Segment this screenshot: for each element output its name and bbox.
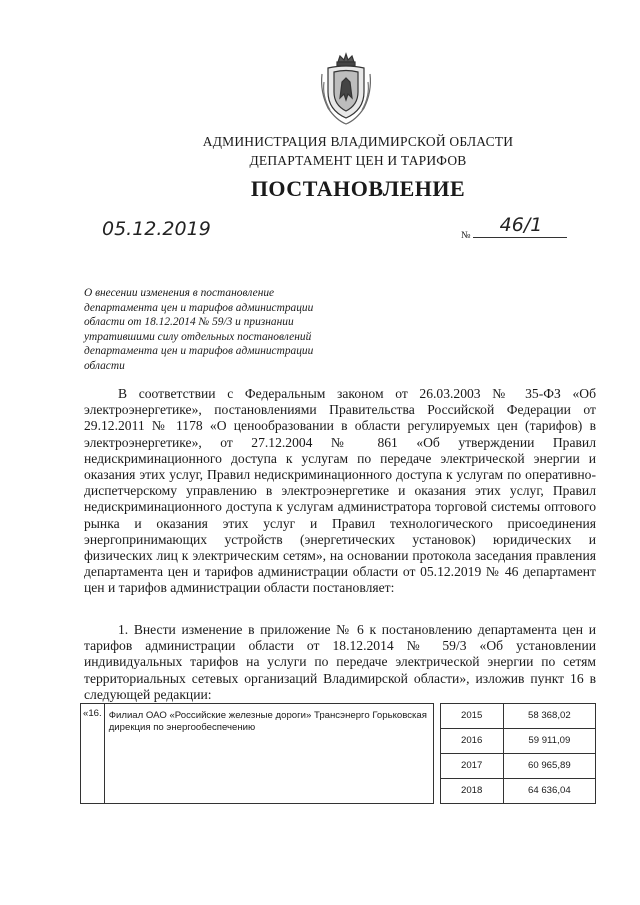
column-gap — [433, 704, 440, 804]
department-name: ДЕПАРТАМЕНТ ЦЕН И ТАРИФОВ — [249, 153, 467, 168]
document-date: 05.12.2019 — [102, 218, 211, 240]
document-title: ПОСТАНОВЛЕНИЕ — [250, 176, 466, 201]
preamble-text: В соответствии с Федеральным законом от 26.03.2003 № 35-ФЗ «Об электроэнергетике», постановлениями Правительства Российской Федерации от 29.12.2011 № 1178 «О ценообразовании в области регулируемых цен (тарифов) в электроэнергетике», от 27.12.2004 № 861 «Об утверждении Правил недискриминационного доступа к услугам по передаче электрической энергии и оказания этих услуг, Правил недискриминационного доступа к услугам по оперативно-диспетчерскому управлению в электроэнергетике и оказания этих услуг, Правил недискриминационного доступа к услугам администратора торговой системы оптового рынка и оказания этих услуг и Правил технологического присоединения энергопринимающих устройств (энергетических установок) юридических и физических лиц к электрическим сетям», на основании протокола заседания правления департамента цен и тарифов администрации области от 05.12.2019 № 46 департамент цен и тарифов администрации области постановляет: — [84, 386, 596, 596]
document-subject: О внесении изменения в постановление департамента цен и тарифов администрации области от 18.12.2014 № 59/3 и признании утратившими силу отдельных постановлений департамента цен и тарифов администрации области — [84, 287, 314, 372]
coat-of-arms-icon — [318, 52, 374, 128]
value-cell: 60 965,89 — [503, 754, 595, 779]
table-row — [81, 704, 596, 729]
number-underline — [473, 237, 567, 238]
number-sign: № — [461, 230, 471, 241]
value-cell: 59 911,09 — [503, 729, 595, 754]
organization-name: Филиал ОАО «Российские железные дороги» Трансэнерго Горьковская дирекция по энергообеспечению — [104, 704, 433, 804]
row-number: «16. — [81, 704, 105, 804]
document-number: 46/1 — [499, 214, 543, 236]
org-name: АДМИНИСТРАЦИЯ ВЛАДИМИРСКОЙ ОБЛАСТИ — [202, 134, 514, 149]
year-cell: 2015 — [440, 704, 503, 729]
tariff-table — [80, 703, 596, 804]
year-cell: 2016 — [440, 729, 503, 754]
year-cell: 2017 — [440, 754, 503, 779]
value-cell: 64 636,04 — [503, 779, 595, 804]
value-cell: 58 368,02 — [503, 704, 595, 729]
clause-paragraph — [84, 622, 596, 703]
preamble-paragraph — [84, 386, 596, 597]
clause-text: 1. Внести изменение в приложение № 6 к постановлению департамента цен и тарифов администрации области от 18.12.2014 № 59/3 «Об установлении индивидуальных тарифов на услуги по передаче электрической энергии по сетям территориальных сетевых организаций Владимирской области», изложив пункт 16 в следующей редакции: — [84, 622, 596, 702]
year-cell: 2018 — [440, 779, 503, 804]
